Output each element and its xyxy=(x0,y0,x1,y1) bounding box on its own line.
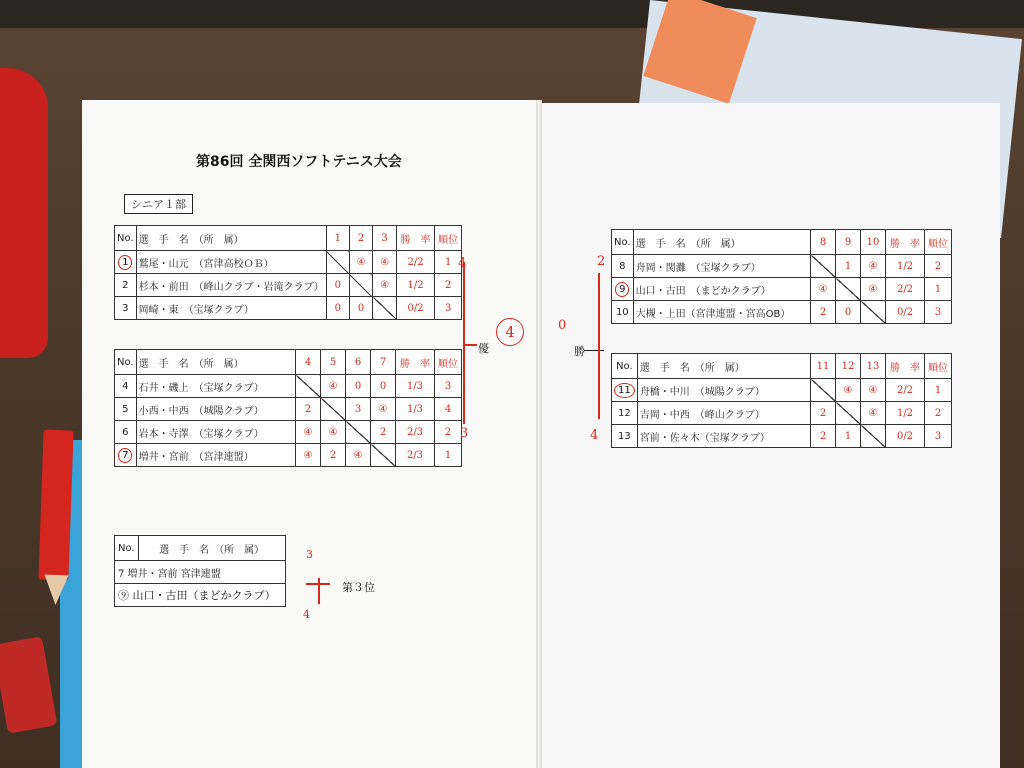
rank: 1 xyxy=(925,379,952,402)
match-score-text: 2 xyxy=(329,449,337,461)
third-place-line-vertical xyxy=(318,578,320,604)
match-score-text: ④ xyxy=(380,279,390,291)
match-score-text: 1 xyxy=(844,260,852,272)
match-score xyxy=(861,301,886,324)
league-table-group-1 xyxy=(114,225,462,320)
match-score-text: 1 xyxy=(844,430,852,442)
player-name: 石井・磯上 （宝塚クラブ） xyxy=(136,375,295,398)
entry-number xyxy=(115,421,137,444)
entry-number xyxy=(612,255,634,278)
match-score-text: ④ xyxy=(328,380,338,392)
entry-number-text: 12 xyxy=(618,407,631,419)
col-win-rate: 勝 率 xyxy=(886,230,925,255)
match-score xyxy=(836,278,861,301)
match-score xyxy=(371,421,396,444)
win-rate: 1/2 xyxy=(886,255,925,278)
match-score xyxy=(326,297,349,320)
col-player: 選 手 名 （所 属） xyxy=(138,536,285,561)
col-no: No. xyxy=(115,536,139,561)
match-score-text: 0 xyxy=(334,279,341,291)
match-score xyxy=(811,425,836,448)
player-name: 小西・中西 （城陽クラブ） xyxy=(136,398,295,421)
match-score xyxy=(811,379,836,402)
match-score xyxy=(296,421,321,444)
rank: 3 xyxy=(435,297,462,320)
league-table-group-4 xyxy=(611,353,952,448)
win-rate: 1/2 xyxy=(396,274,434,297)
match-score-text: ④ xyxy=(868,384,878,396)
win-rate: 1/3 xyxy=(396,398,435,421)
bracket-line-right xyxy=(598,273,600,419)
match-score xyxy=(296,444,321,467)
match-score-text: ④ xyxy=(868,407,878,419)
book-spine xyxy=(536,100,542,768)
rank: 2 xyxy=(925,402,952,425)
match-score-text: ④ xyxy=(353,449,363,461)
match-score xyxy=(861,379,886,402)
final-opponent-score: 0 xyxy=(558,318,567,333)
table-row xyxy=(612,402,952,425)
match-score-text: ④ xyxy=(328,426,338,438)
table-row xyxy=(612,255,952,278)
match-score-text: 2 xyxy=(819,306,827,318)
win-rate: 2/3 xyxy=(396,444,435,467)
match-score xyxy=(326,251,349,274)
player-name: 杉本・前田 （峰山クラブ・岩滝クラブ） xyxy=(136,274,326,297)
match-score xyxy=(373,297,396,320)
match-score xyxy=(811,301,836,324)
entry-number xyxy=(612,379,638,402)
player-name: 宮前・佐々木（宝塚クラブ） xyxy=(637,425,810,448)
player-name: 岩本・寺澤 （宝塚クラブ） xyxy=(136,421,295,444)
player-name: 山口・古田 （まどかクラブ） xyxy=(633,278,810,301)
right-bottom-score: 4 xyxy=(590,428,599,443)
rank: 4 xyxy=(435,398,462,421)
win-rate: 2/3 xyxy=(396,421,435,444)
entry-number-text: 6 xyxy=(122,426,129,438)
win-rate: 2/2 xyxy=(886,379,925,402)
entry-number-text: 4 xyxy=(122,380,129,392)
page-title: 第86回 全関西ソフトテニス大会 xyxy=(196,154,402,170)
win-rate: 2/2 xyxy=(886,278,925,301)
match-score-text: ④ xyxy=(818,283,828,295)
rank: 2 xyxy=(435,274,462,297)
player-name: 舟橋・中川 （城陽クラブ） xyxy=(637,379,810,402)
match-score-text: ④ xyxy=(868,283,878,295)
entry-number-text: 8 xyxy=(619,260,626,272)
entry-number-text: 1 xyxy=(118,255,132,270)
red-pencil xyxy=(38,430,73,581)
match-score xyxy=(371,398,396,421)
col-opponent-3: 3 xyxy=(373,226,396,251)
match-score xyxy=(349,251,372,274)
entry-number-text: 2 xyxy=(122,279,129,291)
rank: 2 xyxy=(435,421,462,444)
entry-number-text: 7 xyxy=(118,448,132,463)
table-row xyxy=(115,444,462,467)
red-bag xyxy=(0,68,48,358)
col-win-rate: 勝 率 xyxy=(396,226,434,251)
entry-number xyxy=(612,402,638,425)
match-score-text: ④ xyxy=(303,426,313,438)
entry-number-text: 5 xyxy=(122,403,129,415)
match-score xyxy=(321,444,346,467)
match-score-text: ④ xyxy=(378,403,388,415)
player-name: 舟岡・関灘 （宝塚クラブ） xyxy=(633,255,810,278)
match-score xyxy=(346,421,371,444)
col-no: No. xyxy=(115,350,137,375)
match-score-text: 0 xyxy=(357,302,365,314)
col-opponent-7: 7 xyxy=(371,350,396,375)
col-no: No. xyxy=(115,226,137,251)
entry-number-text: 9 xyxy=(615,282,629,297)
col-player: 選 手 名 （所 属） xyxy=(637,354,810,379)
entry-number xyxy=(115,444,137,467)
col-opponent-12: 12 xyxy=(836,354,861,379)
col-player: 選 手 名 （所 属） xyxy=(136,226,326,251)
entry-number-text: 3 xyxy=(122,302,129,314)
col-opponent-6: 6 xyxy=(346,350,371,375)
match-score-text: 0 xyxy=(844,306,852,318)
col-no: No. xyxy=(612,230,634,255)
match-score xyxy=(373,251,396,274)
match-score xyxy=(346,444,371,467)
match-score xyxy=(836,402,861,425)
bracket-line-left-arm xyxy=(463,344,477,346)
table-row xyxy=(115,375,462,398)
match-score-text: ④ xyxy=(380,256,390,268)
rank: 2 xyxy=(925,255,952,278)
third-place-entry-1: 7 増井・宮前 宮津連盟 xyxy=(115,561,286,584)
entry-number xyxy=(612,425,638,448)
table-row xyxy=(115,421,462,444)
player-name: 岡崎・東 （宝塚クラブ） xyxy=(136,297,326,320)
match-score xyxy=(811,402,836,425)
match-score xyxy=(349,274,372,297)
match-score xyxy=(861,278,886,301)
third-place-score-top: 3 xyxy=(306,548,313,561)
match-score-text: ④ xyxy=(868,260,878,272)
rank: 1 xyxy=(435,251,462,274)
final-score-circle: 4 xyxy=(496,318,524,346)
match-score-text: 0 xyxy=(379,380,387,392)
col-rank: 順位 xyxy=(925,230,952,255)
league-table-group-2 xyxy=(114,349,462,467)
match-score xyxy=(373,274,396,297)
win-rate: 0/2 xyxy=(886,301,925,324)
third-place-label: 第３位 xyxy=(342,581,375,594)
entry-number xyxy=(612,301,634,324)
table-row xyxy=(115,274,462,297)
entry-number xyxy=(115,274,137,297)
match-score xyxy=(321,375,346,398)
col-opponent-9: 9 xyxy=(836,230,861,255)
entry-number xyxy=(115,251,137,274)
match-score xyxy=(296,398,321,421)
match-score xyxy=(321,421,346,444)
table-row xyxy=(115,398,462,421)
col-rank: 順位 xyxy=(435,226,462,251)
match-score xyxy=(836,255,861,278)
col-opponent-8: 8 xyxy=(811,230,836,255)
player-name: 吉岡・中西 （峰山クラブ） xyxy=(637,402,810,425)
table-row xyxy=(612,278,952,301)
col-win-rate: 勝 率 xyxy=(886,354,925,379)
match-score-text: ④ xyxy=(843,384,853,396)
match-score xyxy=(836,379,861,402)
win-rate: 1/2 xyxy=(886,402,925,425)
player-name: 鷲尾・山元 （宮津高校ＯＢ） xyxy=(136,251,326,274)
left-bottom-score: 3 xyxy=(460,426,469,441)
table-row xyxy=(115,251,462,274)
match-score-text: 2 xyxy=(819,430,827,442)
col-opponent-5: 5 xyxy=(321,350,346,375)
division-label: シニア１部 xyxy=(124,194,193,214)
col-opponent-10: 10 xyxy=(861,230,886,255)
entry-number xyxy=(115,375,137,398)
match-score xyxy=(861,425,886,448)
table-row xyxy=(115,297,462,320)
col-win-rate: 勝 率 xyxy=(396,350,435,375)
player-name: 大槻・上田（宮津連盟・宮高OB） xyxy=(633,301,810,324)
match-score xyxy=(861,255,886,278)
third-place-score-bottom: 4 xyxy=(303,608,310,621)
rank: 3 xyxy=(925,301,952,324)
match-score xyxy=(296,375,321,398)
match-score xyxy=(836,301,861,324)
semi-winner-label: 勝 xyxy=(574,345,585,358)
col-opponent-1: 1 xyxy=(326,226,349,251)
bracket-line-right-arm xyxy=(584,350,604,351)
match-score-text: ④ xyxy=(356,256,366,268)
win-rate: 1/3 xyxy=(396,375,435,398)
win-rate: 0/2 xyxy=(396,297,434,320)
match-score xyxy=(371,375,396,398)
match-score xyxy=(321,398,346,421)
entry-number xyxy=(612,278,634,301)
col-no: No. xyxy=(612,354,638,379)
match-score xyxy=(861,402,886,425)
win-rate: 0/2 xyxy=(886,425,925,448)
entry-number-text: 11 xyxy=(614,383,635,398)
match-score-text: 3 xyxy=(354,403,362,415)
entry-number-text: 13 xyxy=(618,430,631,442)
col-rank: 順位 xyxy=(435,350,462,375)
match-score xyxy=(326,274,349,297)
match-score-text: 2 xyxy=(379,426,387,438)
table-row xyxy=(612,379,952,402)
win-rate: 2/2 xyxy=(396,251,434,274)
col-opponent-13: 13 xyxy=(861,354,886,379)
match-score xyxy=(811,255,836,278)
table-row xyxy=(612,301,952,324)
bracket-line-left xyxy=(463,262,465,424)
left-top-score: 4 xyxy=(458,256,467,271)
col-rank: 順位 xyxy=(925,354,952,379)
col-opponent-11: 11 xyxy=(811,354,836,379)
match-score xyxy=(836,425,861,448)
match-score xyxy=(346,398,371,421)
col-player: 選 手 名 （所 属） xyxy=(136,350,295,375)
third-place-entry-2: ⑨ 山口・古田（まどかクラブ） xyxy=(115,584,286,607)
col-player: 選 手 名 （所 属） xyxy=(633,230,810,255)
match-score xyxy=(346,375,371,398)
entry-number-text: 10 xyxy=(615,306,629,318)
entry-number xyxy=(115,398,137,421)
player-name: 増井・宮前 （宮津連盟） xyxy=(136,444,295,467)
pencil-tip xyxy=(43,575,68,606)
match-score-text: ④ xyxy=(303,449,313,461)
table-row xyxy=(612,425,952,448)
match-score-text: 0 xyxy=(354,380,362,392)
col-opponent-2: 2 xyxy=(349,226,372,251)
entry-number xyxy=(115,297,137,320)
winner-label: 優 xyxy=(478,342,489,355)
match-score xyxy=(811,278,836,301)
third-place-table xyxy=(114,535,286,607)
match-score-text: 2 xyxy=(304,403,312,415)
match-score-text: 2 xyxy=(819,407,827,419)
rank: 1 xyxy=(925,278,952,301)
league-table-group-3 xyxy=(611,229,952,324)
match-score-text: 0 xyxy=(334,302,341,314)
rank: 3 xyxy=(435,375,462,398)
match-score xyxy=(349,297,372,320)
right-top-score: 2 xyxy=(597,254,606,269)
col-opponent-4: 4 xyxy=(296,350,321,375)
match-score xyxy=(371,444,396,467)
rank: 3 xyxy=(925,425,952,448)
rank: 1 xyxy=(435,444,462,467)
